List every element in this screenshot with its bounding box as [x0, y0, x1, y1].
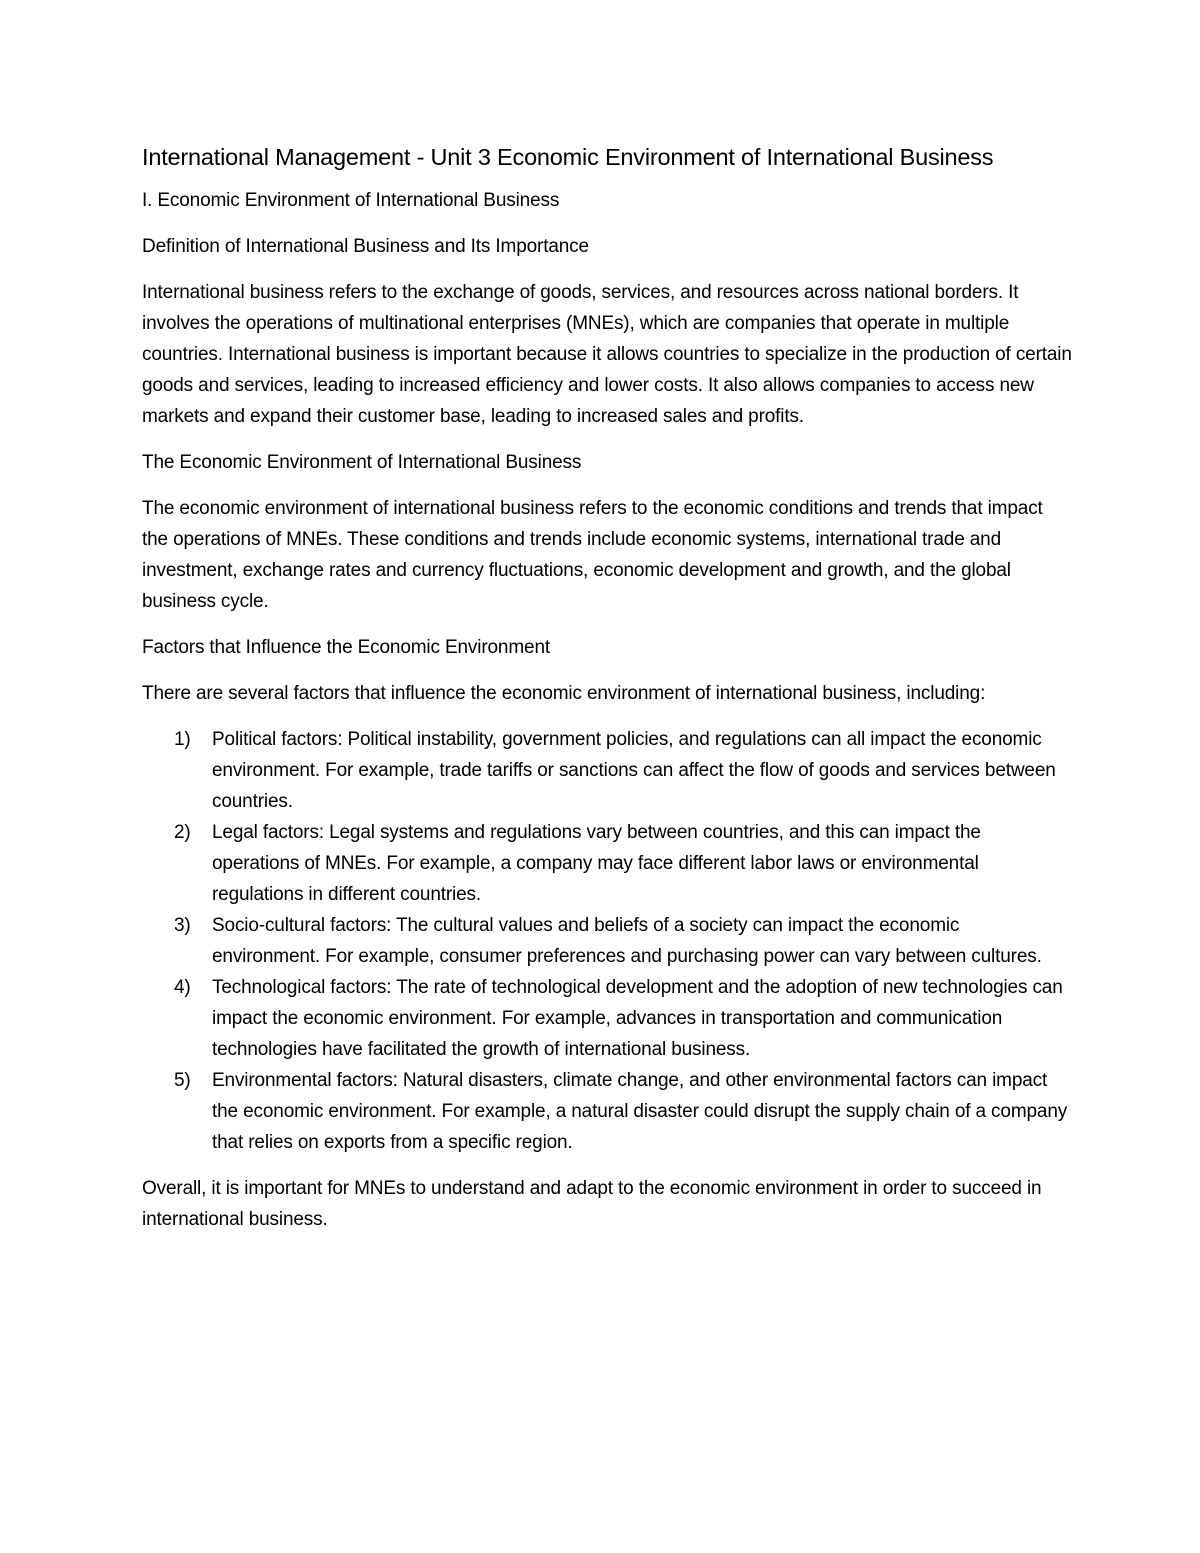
document-title: International Management - Unit 3 Economic Environment of International Business [142, 144, 994, 170]
definition-heading: Definition of International Business and Its Importance [142, 236, 589, 257]
list-item [142, 1065, 1072, 1158]
list-item-number: 1) [174, 729, 191, 750]
list-item-number: 5) [174, 1070, 191, 1091]
environment-paragraph: The economic environment of international business refers to the economic conditions and trends that impact the operations of MNEs. These conditions and trends include economic systems, international trade and investment, exchange rates and currency fluctuations, economic development and growth, and the global business cycle. [142, 498, 1043, 612]
factors-heading: Factors that Influence the Economic Environment [142, 637, 550, 658]
list-item-number: 2) [174, 822, 191, 843]
list-item [142, 910, 1072, 972]
list-item-number: 3) [174, 915, 191, 936]
list-item-text: Technological factors: The rate of technological development and the adoption of new technologies can impact the economic environment. For example, advances in transportation and communication technologies have facilitated the growth of international business. [212, 977, 1063, 1060]
document-body [142, 140, 1072, 1250]
list-item-text: Legal factors: Legal systems and regulations vary between countries, and this can impact the operations of MNEs. For example, a company may face different labor laws or environmental regulations in different countries. [212, 822, 981, 905]
environment-heading: The Economic Environment of International Business [142, 452, 582, 473]
list-item-text: Political factors: Political instability, government policies, and regulations can all impact the economic environment. For example, trade tariffs or sanctions can affect the flow of goods and services between countries. [212, 729, 1056, 812]
list-item-text: Environmental factors: Natural disasters, climate change, and other environmental factors can impact the economic environment. For example, a natural disaster could disrupt the supply chain of a company that relies on exports from a specific region. [212, 1070, 1068, 1153]
conclusion-paragraph: Overall, it is important for MNEs to understand and adapt to the economic environment in order to succeed in international business. [142, 1178, 1042, 1230]
list-item [142, 817, 1072, 910]
list-item [142, 724, 1072, 817]
list-item-number: 4) [174, 977, 191, 998]
factors-intro: There are several factors that influence the economic environment of international business, including: [142, 683, 986, 704]
factors-list [142, 724, 1072, 1158]
list-item-text: Socio-cultural factors: The cultural values and beliefs of a society can impact the economic environment. For example, consumer preferences and purchasing power can vary between cultures. [212, 915, 1042, 967]
section-heading: I. Economic Environment of International Business [142, 190, 560, 211]
definition-paragraph: International business refers to the exchange of goods, services, and resources across national borders. It involves the operations of multinational enterprises (MNEs), which are companies that operate in multiple countries. International business is important because it allows countries to specialize in the production of certain goods and services, leading to increased efficiency and lower costs. It also allows companies to access new markets and expand their customer base, leading to increased sales and profits. [142, 282, 1072, 427]
list-item [142, 972, 1072, 1065]
